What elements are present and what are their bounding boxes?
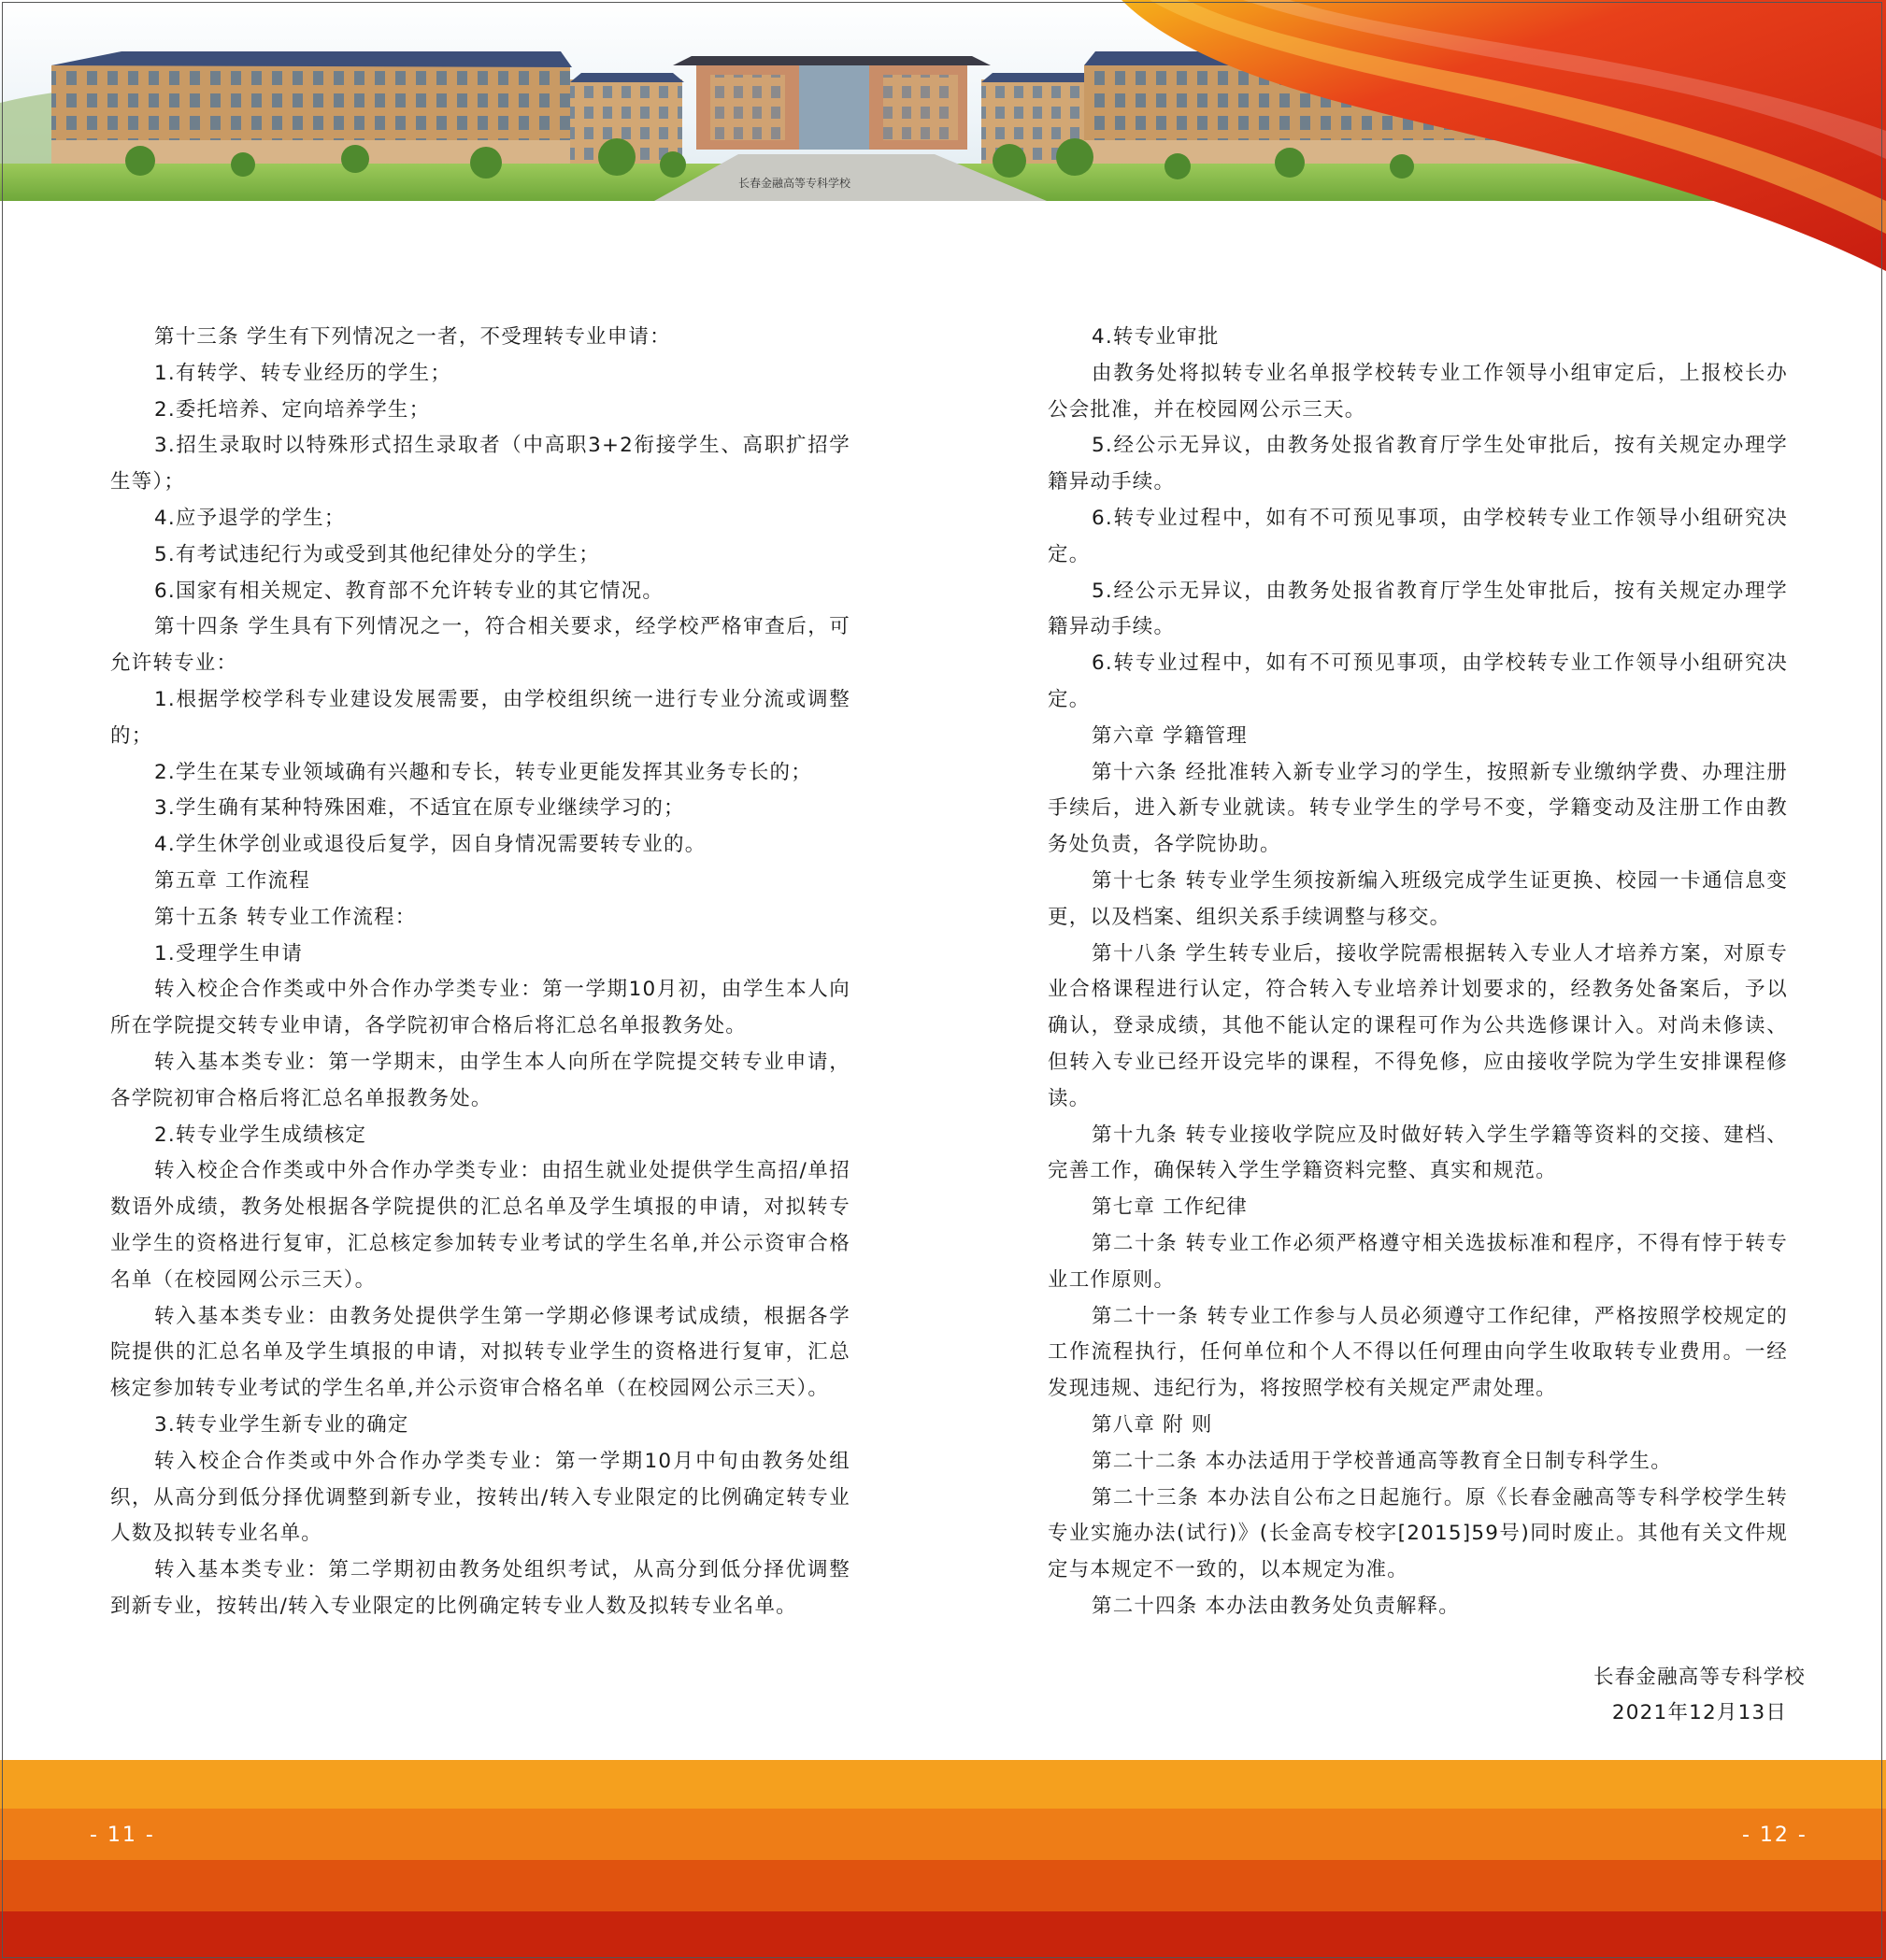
paragraph: 6.国家有相关规定、教育部不允许转专业的其它情况。 bbox=[154, 579, 664, 603]
page-number-left: - 11 - bbox=[90, 1824, 155, 1847]
paragraph: 第二十条 转专业工作必须严格遵守相关选拔标准和程序，不得有悖于转专业工作原则。 bbox=[1048, 1231, 1788, 1292]
left-text-column bbox=[110, 320, 850, 1625]
chapter-heading: 第五章 工作流程 bbox=[154, 868, 310, 893]
signature-school: 长春金融高等专科学校 bbox=[1593, 1666, 1806, 1689]
paragraph: 第二十一条 转专业工作参与人员必须遵守工作纪律，严格按照学校规定的工作流程执行，任何单位和个人不得以任何理由向学生收取转专业费用。一经发现违规、违纪行为，将按照学校有关规定严肃处理。 bbox=[1048, 1304, 1788, 1401]
chapter-heading: 第八章 附 则 bbox=[1092, 1412, 1213, 1437]
chapter-heading: 第六章 学籍管理 bbox=[1092, 723, 1248, 748]
right-text-column bbox=[1048, 320, 1788, 1625]
paragraph: 2.学生在某专业领域确有兴趣和专长，转专业更能发挥其业务专长的； bbox=[154, 760, 812, 784]
paragraph: 第二十二条 本办法适用于学校普通高等教育全日制专科学生。 bbox=[1092, 1449, 1672, 1473]
paragraph: 4.应予退学的学生； bbox=[154, 506, 346, 530]
footer-stripe-2 bbox=[0, 1809, 1886, 1860]
paragraph: 第二十三条 本办法自公布之日起施行。原《长春金融高等专科学校学生转专业实施办法(试行)》(长金高专校字[2015]59号)同时废止。其他有关文件规定与本规定不一致的，以本规定为准。 bbox=[1048, 1485, 1788, 1582]
paragraph: 转入校企合作类或中外合作办学类专业：第一学期10月中旬由教务处组织，从高分到低分择优调整到新专业，按转出/转入专业限定的比例确定转专业人数及拟转专业名单。 bbox=[110, 1449, 850, 1546]
paragraph: 1.有转学、转专业经历的学生； bbox=[154, 361, 452, 385]
paragraph: 由教务处将拟转专业名单报学校转专业工作领导小组审定后，上报校长办公会批准，并在校园网公示三天。 bbox=[1048, 361, 1788, 422]
page-number-right: - 12 - bbox=[1742, 1824, 1807, 1847]
paragraph: 转入基本类专业：第一学期末，由学生本人向所在学院提交转专业申请，各学院初审合格后将汇总名单报教务处。 bbox=[110, 1050, 850, 1110]
footer-stripe-4 bbox=[0, 1911, 1886, 1960]
paragraph: 2.转专业学生成绩核定 bbox=[154, 1123, 367, 1147]
paragraph: 转入校企合作类或中外合作办学类专业：第一学期10月初，由学生本人向所在学院提交转专业申请，各学院初审合格后将汇总名单报教务处。 bbox=[110, 978, 850, 1038]
paragraph: 5.有考试违纪行为或受到其他纪律处分的学生； bbox=[154, 542, 600, 566]
paragraph: 5.经公示无异议，由教务处报省教育厅学生处审批后，按有关规定办理学籍异动手续。 bbox=[1048, 434, 1788, 494]
paragraph: 第十七条 转专业学生须按新编入班级完成学生证更换、校园一卡通信息变更，以及档案、组织关系手续调整与移交。 bbox=[1048, 868, 1788, 929]
paragraph: 3.招生录取时以特殊形式招生录取者（中高职3+2衔接学生、高职扩招学生等）； bbox=[110, 434, 850, 494]
paragraph: 转入基本类专业：第二学期初由教务处组织考试，从高分到低分择优调整到新专业，按转出/转入专业限定的比例确定转专业人数及拟转专业名单。 bbox=[110, 1558, 850, 1618]
paragraph: 6.转专业过程中，如有不可预见事项，由学校转专业工作领导小组研究决定。 bbox=[1048, 506, 1788, 566]
paragraph: 第十九条 转专业接收学院应及时做好转入学生学籍等资料的交接、建档、完善工作，确保转入学生学籍资料完整、真实和规范。 bbox=[1048, 1123, 1788, 1183]
paragraph: 转入校企合作类或中外合作办学类专业：由招生就业处提供学生高招/单招数语外成绩，教务处根据各学院提供的汇总名单及学生填报的申请，对拟转专业学生的资格进行复审，汇总核定参加转专业考试的学生名单,并公示资审合格名单（在校园网公示三天）。 bbox=[110, 1159, 850, 1292]
campus-caption: 长春金融高等专科学校 bbox=[738, 177, 851, 190]
campus-banner bbox=[0, 0, 1886, 271]
paragraph: 2.委托培养、定向培养学生； bbox=[154, 397, 431, 422]
paragraph: 第十三条 学生有下列情况之一者，不受理转专业申请： bbox=[154, 325, 671, 349]
paragraph: 第二十四条 本办法由教务处负责解释。 bbox=[1092, 1594, 1460, 1618]
paragraph: 第十五条 转专业工作流程： bbox=[154, 905, 417, 929]
paragraph: 1.受理学生申请 bbox=[154, 941, 304, 966]
paragraph: 第十八条 学生转专业后，接收学院需根据转入专业人才培养方案，对原专业合格课程进行认定，符合转入专业培养计划要求的，经教务处备案后，予以确认，登录成绩，其他不能认定的课程可作为公共选修课计入。对尚未修读、但转入专业已经开设完毕的课程，不得免修，应由接收学院为学生安排课程修读。 bbox=[1048, 941, 1788, 1110]
paragraph: 第十六条 经批准转入新专业学习的学生，按照新专业缴纳学费、办理注册手续后，进入新专业就读。转专业学生的学号不变，学籍变动及注册工作由教务处负责，各学院协助。 bbox=[1048, 760, 1788, 857]
paragraph: 转入基本类专业：由教务处提供学生第一学期必修课考试成绩，根据各学院提供的汇总名单及学生填报的申请，对拟转专业学生的资格进行复审，汇总核定参加转专业考试的学生名单,并公示资审合格名单（在校园网公示三天）。 bbox=[110, 1304, 850, 1401]
paragraph: 4.学生休学创业或退役后复学，因自身情况需要转专业的。 bbox=[154, 833, 707, 857]
signature-date: 2021年12月13日 bbox=[1611, 1701, 1788, 1724]
footer-band bbox=[0, 1760, 1886, 1960]
paragraph: 4.转专业审批 bbox=[1092, 325, 1220, 349]
paragraph: 5.经公示无异议，由教务处报省教育厅学生处审批后，按有关规定办理学籍异动手续。 bbox=[1048, 579, 1788, 639]
footer-stripe-3 bbox=[0, 1860, 1886, 1911]
paragraph: 3.转专业学生新专业的确定 bbox=[154, 1412, 409, 1437]
signature-block bbox=[1593, 1660, 1806, 1731]
paragraph: 6.转专业过程中，如有不可预见事项，由学校转专业工作领导小组研究决定。 bbox=[1048, 651, 1788, 711]
paragraph: 第十四条 学生具有下列情况之一，符合相关要求，经学校严格审查后，可允许转专业： bbox=[110, 615, 850, 676]
campus-building-center bbox=[673, 56, 991, 150]
paragraph: 3.学生确有某种特殊困难，不适宜在原专业继续学习的； bbox=[154, 796, 685, 821]
paragraph: 1.根据学校学科专业建设发展需要，由学校组织统一进行专业分流或调整的； bbox=[110, 687, 850, 748]
footer-stripe-1 bbox=[0, 1760, 1886, 1809]
chapter-heading: 第七章 工作纪律 bbox=[1092, 1195, 1248, 1220]
